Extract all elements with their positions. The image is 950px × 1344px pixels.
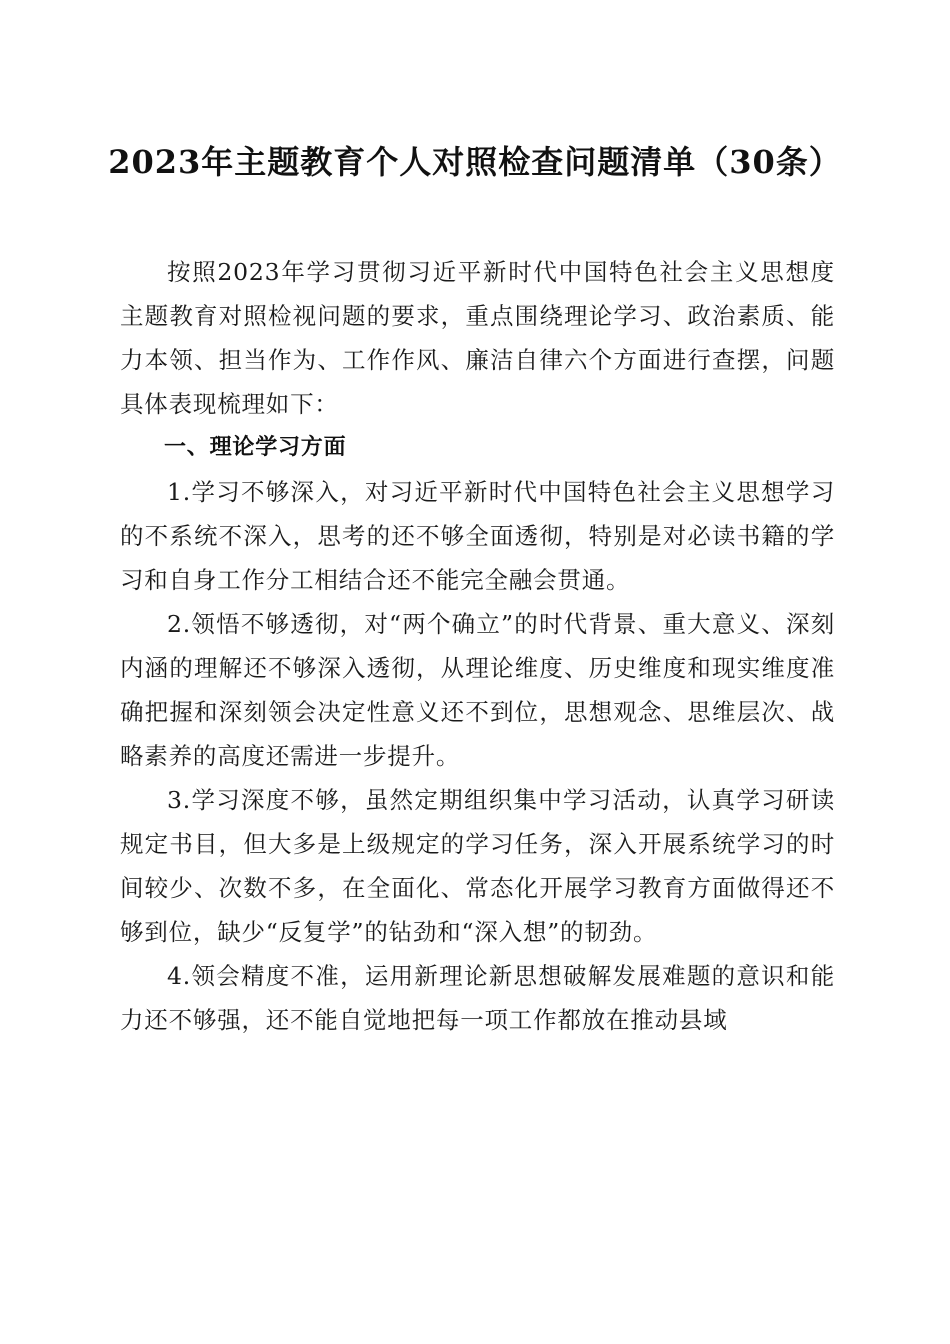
- list-item-3: 3.学习深度不够，虽然定期组织集中学习活动，认真学习研读规定书目，但大多是上级规定的学习任务，深入开展系统学习的时间较少、次数不多，在全面化、常态化开展学习教育方面做得还不够到位，缺少“反复学”的钻劲和“深入想”的韧劲。: [120, 786, 835, 946]
- list-item-2: 2.领悟不够透彻，对“两个确立”的时代背景、重大意义、深刻内涵的理解还不够深入透彻，从理论维度、历史维度和现实维度准确把握和深刻领会决定性意义还不到位，思想观念、思维层次、战略素养的高度还需进一步提升。: [120, 610, 835, 770]
- document-title: 2023年主题教育个人对照检查问题清单（30条）: [108, 143, 842, 181]
- section-heading-theory-study: 一、理论学习方面: [164, 435, 347, 460]
- intro-paragraph: 按照2023年学习贯彻习近平新时代中国特色社会主义思想度主题教育对照检视问题的要求，重点围绕理论学习、政治素质、能力本领、担当作为、工作作风、廉洁自律六个方面进行查摆，问题具体表现梳理如下：: [120, 258, 835, 418]
- document-body: [120, 250, 835, 1042]
- list-item-4: 4.领会精度不准，运用新理论新思想破解发展难题的意识和能力还不够强，还不能自觉地把每一项工作都放在推动县域: [120, 962, 835, 1034]
- list-item-1: 1.学习不够深入，对习近平新时代中国特色社会主义思想学习的不系统不深入，思考的还不够全面透彻，特别是对必读书籍的学习和自身工作分工相结合还不能完全融会贯通。: [120, 478, 835, 594]
